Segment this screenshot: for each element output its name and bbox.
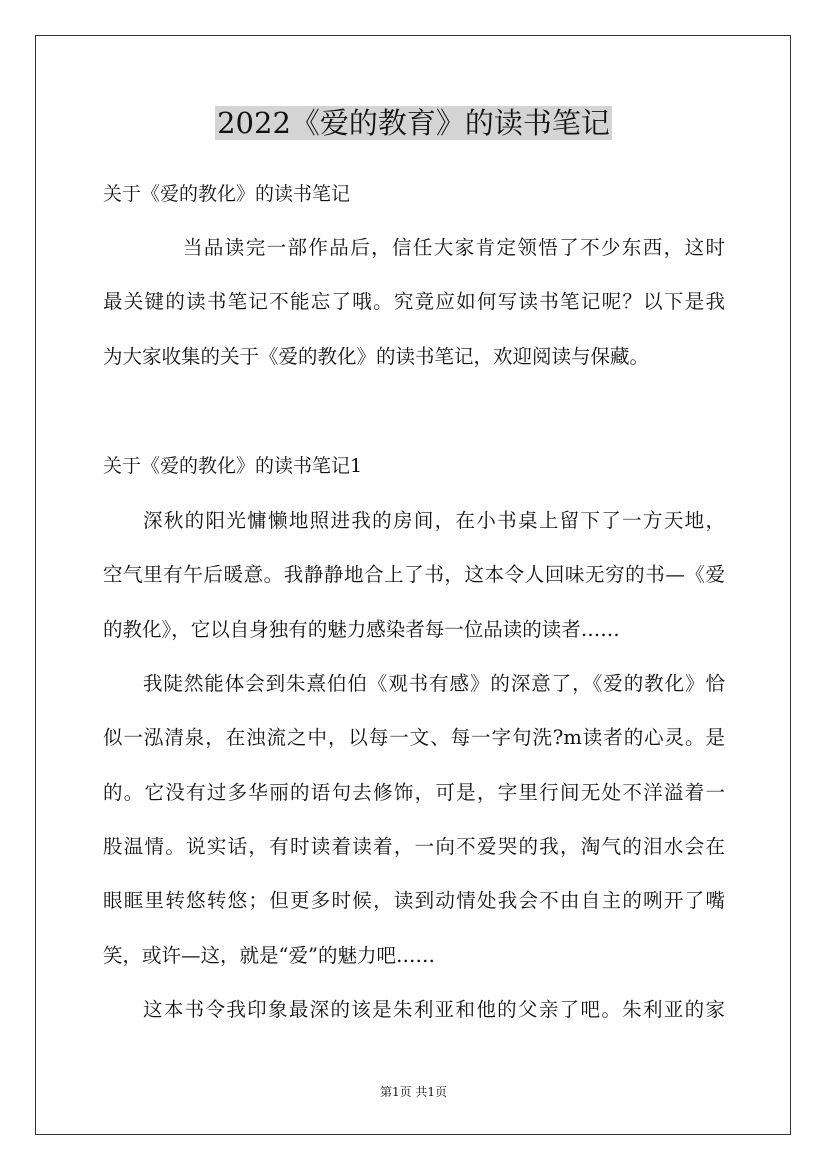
section-heading: 关于《爱的教化》的读书笔记1	[103, 455, 363, 477]
paragraph-line: 的。它没有过多华丽的语句去修饰，可是，字里行间无处不洋溢着一	[103, 781, 725, 804]
document-title	[0, 103, 827, 143]
paragraph-line: 似一泓清泉，在浊流之中，以每一文、每一字句洗?m读者的心灵。是	[103, 726, 725, 749]
paragraph-line: 空气里有午后暖意。我静静地合上了书，这本令人回味无穷的书—《爱	[103, 563, 725, 586]
document-title-text: 2022《爱的教育》的读书笔记	[217, 106, 610, 140]
paragraph-line: 的教化》，它以自身独有的魅力感染者每一位品读的读者……	[103, 618, 620, 641]
intro-line: 当品读完一部作品后，信任大家肯定领悟了不少东西，这时	[183, 236, 725, 259]
paragraph-line: 我陡然能体会到朱熹伯伯《观书有感》的深意了，《爱的教化》恰	[143, 672, 725, 695]
paragraph-line: 这本书令我印象最深的该是朱利亚和他的父亲了吧。朱利亚的家	[143, 998, 725, 1021]
intro-line: 最关键的读书笔记不能忘了哦。究竟应如何写读书笔记呢？以下是我	[103, 290, 725, 313]
paragraph-line: 深秋的阳光慵懒地照进我的房间，在小书桌上留下了一方天地，	[143, 509, 725, 532]
document-subtitle: 关于《爱的教化》的读书笔记	[103, 183, 351, 205]
paragraph-line: 股温情。说实话，有时读着读着，一向不爱哭的我，淘气的泪水会在	[103, 835, 725, 858]
intro-line: 为大家收集的关于《爱的教化》的读书笔记，欢迎阅读与保藏。	[103, 345, 650, 368]
page-footer: 第1页 共1页	[379, 1085, 448, 1099]
paragraph-line: 眼眶里转悠转悠；但更多时候，读到动情处我会不由自主的咧开了嘴	[103, 889, 725, 912]
paragraph-line: 笑，或许—这，就是“爱”的魅力吧……	[103, 944, 435, 967]
